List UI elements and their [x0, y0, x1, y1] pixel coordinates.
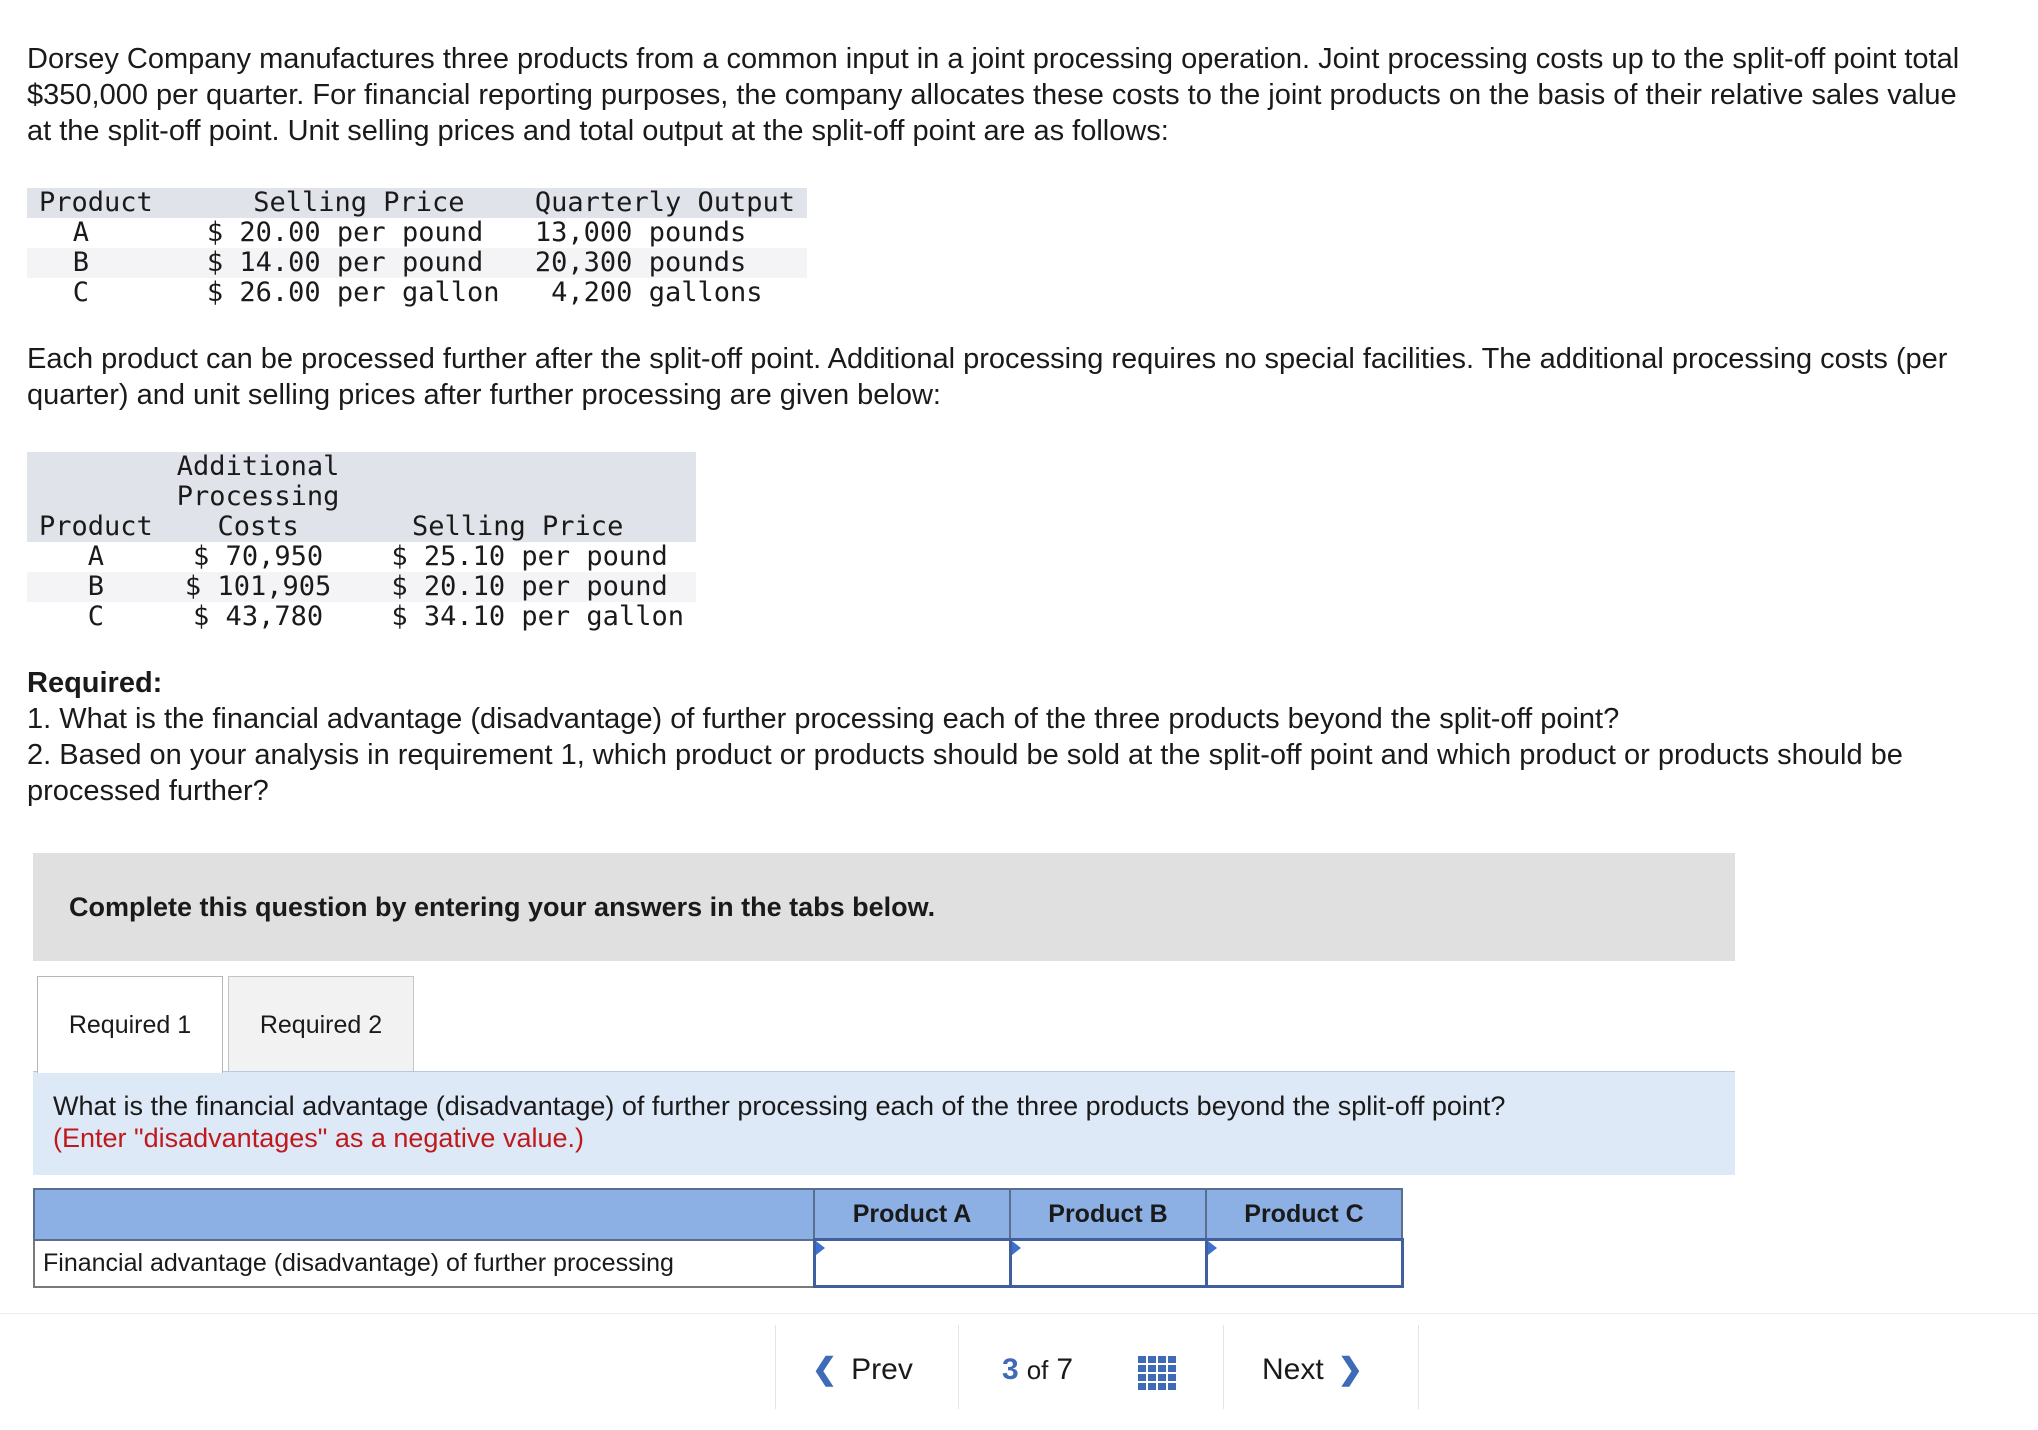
- question-hint: (Enter "disadvantages" as a negative value.): [53, 1123, 584, 1153]
- cell-product: A: [72, 217, 90, 248]
- cell-selling-price: $ 34.10 per gallon: [391, 601, 684, 632]
- answer-row: [34, 1240, 1402, 1287]
- chevron-right-icon: ❯: [1337, 1353, 1363, 1386]
- chevron-left-icon: ❮: [812, 1353, 838, 1386]
- answer-cell-product-c: [1206, 1240, 1402, 1287]
- split-off-table-header: [27, 188, 807, 218]
- current-page: 3: [1002, 1353, 1019, 1386]
- table-row: [27, 278, 807, 308]
- cell-product: B: [87, 571, 105, 602]
- nav-divider: [775, 1325, 776, 1409]
- split-off-table: [27, 188, 807, 308]
- cell-selling-price: $ 20.00 per pound: [206, 217, 484, 248]
- answer-cell-product-b: [1010, 1240, 1206, 1287]
- total-pages: 7: [1056, 1353, 1074, 1386]
- table-row: [27, 542, 696, 572]
- nav-separator: [0, 1313, 2038, 1314]
- instructions-banner: Complete this question by entering your answers in the tabs below.: [33, 853, 1735, 961]
- further-table-header: [27, 452, 696, 542]
- nav-divider: [958, 1325, 959, 1409]
- cell-output: 20,300 pounds: [534, 247, 747, 278]
- problem-intro: Dorsey Company manufactures three products from a common input in a joint processing operation. Joint processing costs up to the split-off point total $350,000 per quarter. For financial reporting purposes, the company allocates these costs to the joint products on the basis of their relative sales value at the split-off point. Unit selling prices and total output at the split-off point are as follows:: [27, 43, 1960, 147]
- cell-selling-price: $ 26.00 per gallon: [206, 277, 500, 308]
- question-text: What is the financial advantage (disadvantage) of further processing each of the three products beyond the split-off point?: [53, 1091, 1506, 1121]
- prev-button[interactable]: [812, 1345, 913, 1395]
- next-button[interactable]: [1262, 1345, 1363, 1395]
- required-title: Required:: [27, 667, 163, 699]
- nav-divider: [1223, 1325, 1224, 1409]
- further-processing-text: Each product can be processed further after the split-off point. Additional processing requires no special facilities. The additional processing costs (per quarter) and unit selling prices after further processing are given below:: [27, 343, 1948, 411]
- row-label: Financial advantage (disadvantage) of further processing: [34, 1240, 814, 1287]
- cell-product: A: [87, 541, 105, 572]
- required-item-1: 1. What is the financial advantage (disadvantage) of further processing each of the three products beyond the split-off point?: [27, 703, 1620, 735]
- cell-output: 4,200 gallons: [534, 277, 763, 308]
- header-blank: [34, 1189, 814, 1240]
- cell-cost: $ 70,950: [193, 541, 324, 572]
- page-indicator: [1002, 1345, 1073, 1395]
- tab-required-1[interactable]: Required 1: [37, 976, 223, 1073]
- cell-cost: $ 101,905: [184, 571, 332, 602]
- table-row: [27, 248, 807, 278]
- header-selling-price: Selling Price: [253, 187, 465, 218]
- header-selling-price: Selling Price: [412, 511, 624, 542]
- answer-input-product-c[interactable]: [1208, 1241, 1401, 1285]
- table-row: [27, 602, 696, 632]
- question-panel: [33, 1072, 1735, 1175]
- required-item-2: 2. Based on your analysis in requirement 1, which product or products should be sold at the split-off point and which product or products should be processed further?: [27, 739, 1903, 807]
- cell-output: 13,000 pounds: [534, 217, 747, 248]
- cell-product: C: [72, 277, 90, 308]
- header-product-b: Product B: [1010, 1189, 1206, 1240]
- answer-input-product-a[interactable]: [816, 1241, 1009, 1285]
- cell-selling-price: $ 14.00 per pound: [206, 247, 484, 278]
- answer-table: [33, 1188, 1404, 1288]
- page-of: of: [1026, 1355, 1049, 1385]
- header-product-c: Product C: [1206, 1189, 1402, 1240]
- header-quarterly-output: Quarterly Output: [534, 187, 795, 218]
- tab-required-2[interactable]: Required 2: [228, 976, 414, 1072]
- cell-selling-price: $ 20.10 per pound: [391, 571, 668, 602]
- answer-input-product-b[interactable]: [1012, 1241, 1205, 1285]
- cell-product: C: [87, 601, 105, 632]
- answer-cell-product-a: [814, 1240, 1010, 1287]
- table-row: [27, 572, 696, 602]
- next-label: Next: [1262, 1353, 1324, 1386]
- nav-divider: [1418, 1325, 1419, 1409]
- header-additional-costs: Additional Processing Costs: [176, 451, 340, 542]
- header-product-a: Product A: [814, 1189, 1010, 1240]
- header-product: Product: [39, 511, 153, 542]
- cell-cost: $ 43,780: [193, 601, 324, 632]
- header-product: Product: [39, 187, 153, 218]
- grid-icon[interactable]: [1138, 1356, 1176, 1390]
- table-row: [27, 218, 807, 248]
- answer-table-header: [34, 1189, 1402, 1240]
- prev-label: Prev: [851, 1353, 913, 1386]
- further-processing-table: [27, 452, 696, 632]
- required-section: [27, 665, 1987, 809]
- cell-selling-price: $ 25.10 per pound: [391, 541, 668, 572]
- cell-product: B: [72, 247, 90, 278]
